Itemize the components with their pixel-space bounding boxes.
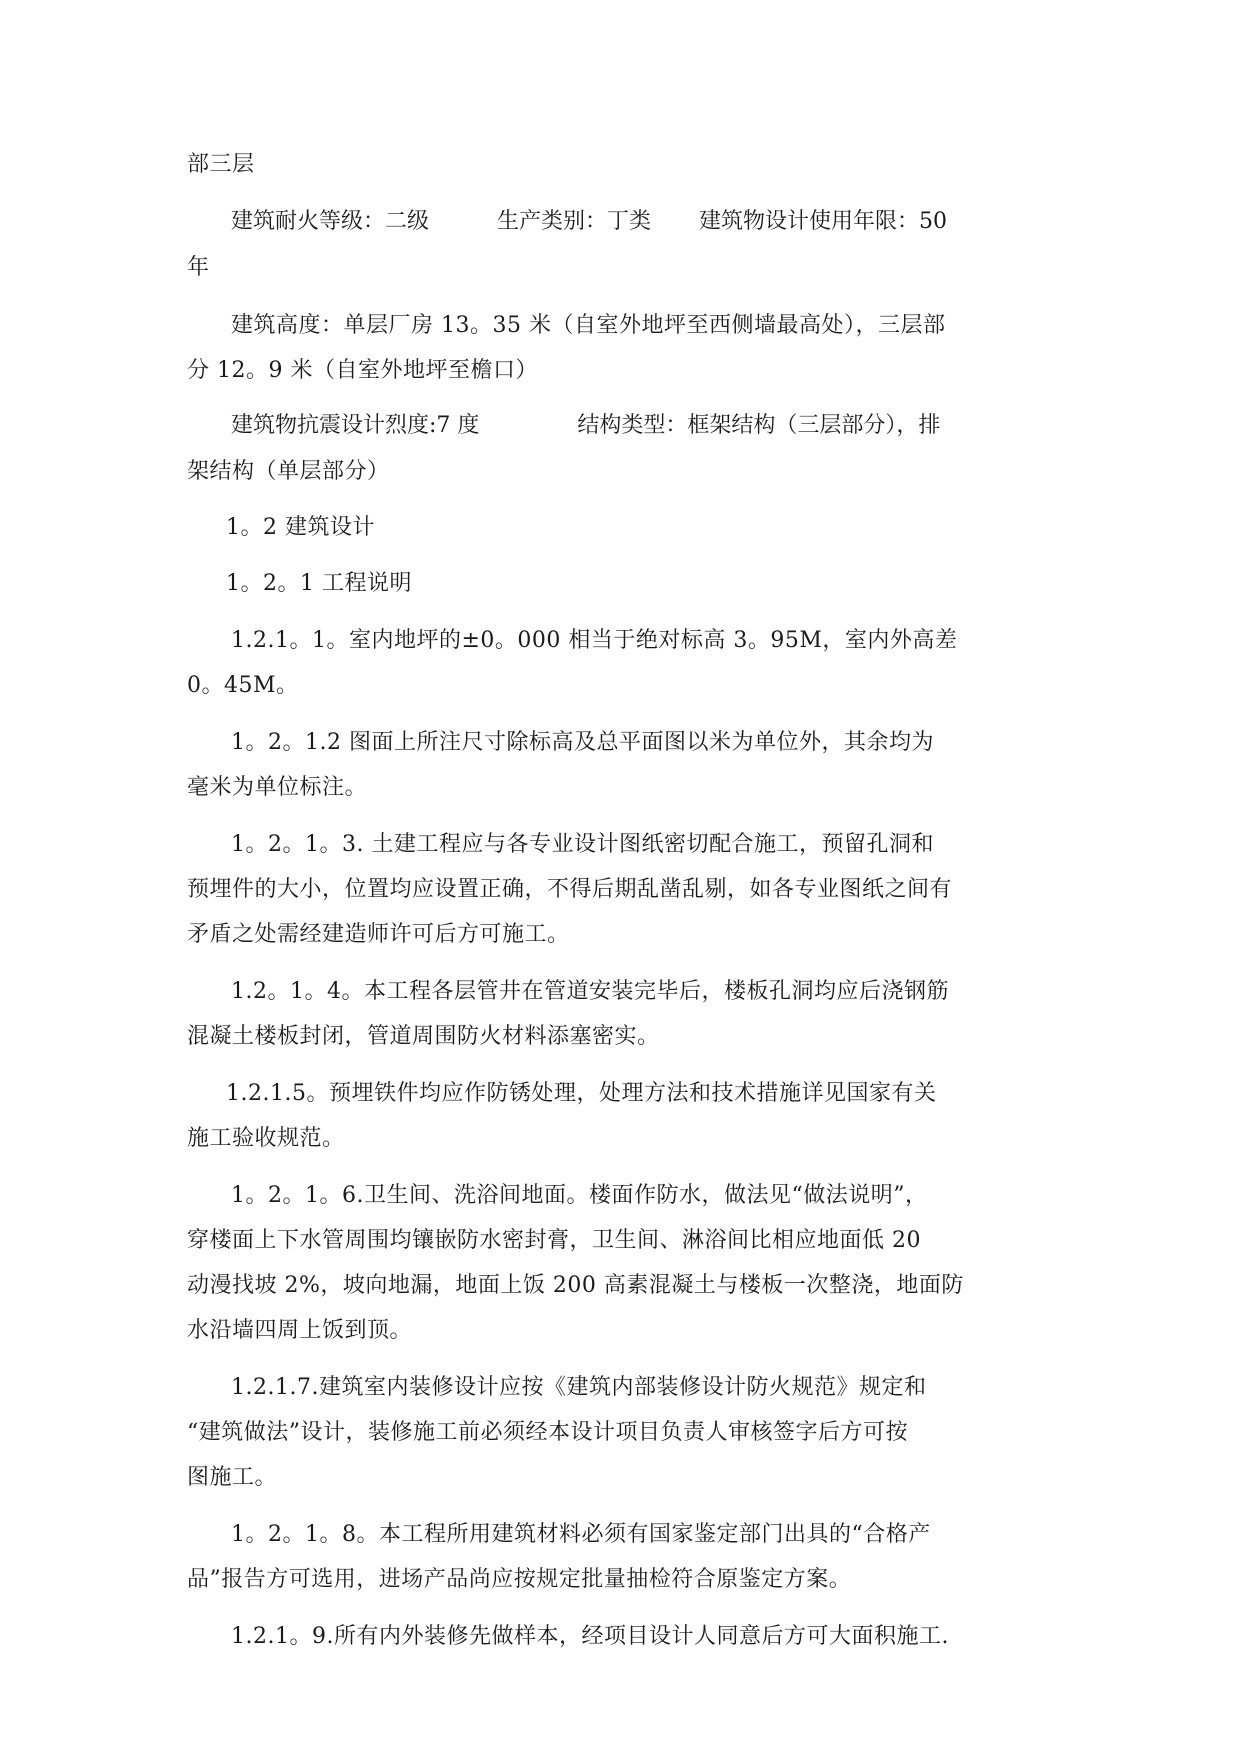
text-line-16: 矛盾之处需经建造师许可后方可施工。 (187, 922, 570, 947)
text-line-19: 1.2.1.5。预埋铁件均应作防锈处理，处理方法和技术措施详见国家有关 (226, 1081, 937, 1106)
text-line-20: 施工验收规范。 (187, 1126, 345, 1151)
text-line-23: 动漫找坡 2%，坡向地漏，地面上饭 200 高素混凝土与楼板一次整浇，地面防 (187, 1273, 964, 1298)
text-line-25: 1.2.1.7.建筑室内装修设计应按《建筑内部装修设计防火规范》规定和 (231, 1375, 927, 1400)
text-line-29: 品”报告方可选用，进场产品尚应按规定批量抽检符合原鉴定方案。 (187, 1567, 852, 1592)
text-line-13: 毫米为单位标注。 (187, 775, 368, 800)
building-specs-row (231, 208, 1047, 236)
subsection-heading: 1。2。1 工程说明 (226, 571, 412, 596)
text-line-14: 1。2。1。3. 土建工程应与各专业设计图纸密切配合施工，预留孔洞和 (231, 832, 934, 857)
text-line-30: 1.2.1。9.所有内外装修先做样本，经项目设计人同意后方可大面积施工. (231, 1624, 949, 1649)
structure-type: 结构类型：框架结构（三层部分），排 (577, 413, 941, 438)
design-life: 建筑物设计使用年限：50 (699, 209, 948, 234)
text-line-22: 穿楼面上下水管周围均镶嵌防水密封膏，卫生间、淋浴间比相应地面低 20 (187, 1228, 921, 1253)
text-line-21: 1。2。1。6.卫生间、洗浴间地面。楼面作防水，做法见“做法说明”， (231, 1183, 928, 1208)
text-line-27: 图施工。 (187, 1465, 278, 1490)
text-line-28: 1。2。1。8。本工程所用建筑材料必须有国家鉴定部门出具的“合格产 (231, 1522, 931, 1547)
text-line-24: 水沿墙四周上饭到顶。 (187, 1318, 413, 1343)
text-line-26: “建筑做法”设计，装修施工前必须经本设计项目负责人审核签字后方可按 (187, 1420, 908, 1445)
text-line-5: 分 12。9 米（自室外地坪至檐口） (187, 358, 538, 383)
text-line-18: 混凝土楼板封闭，管道周围防火材料添塞密实。 (187, 1024, 660, 1049)
text-line-4: 建筑高度：单层厂房 13。35 米（自室外地坪至西侧墙最高处），三层部 (231, 313, 946, 338)
text-line-12: 1。2。1.2 图面上所注尺寸除标高及总平面图以米为单位外，其余均为 (231, 730, 934, 755)
text-line-11: 0。45M。 (187, 673, 299, 698)
text-line-10: 1.2.1。1。室内地坪的±0。000 相当于绝对标高 3。95M，室内外高差 (231, 628, 958, 653)
text-line-17: 1.2。1。4。本工程各层管井在管道安装完毕后，楼板孔洞均应后浇钢筋 (231, 979, 949, 1004)
text-line-7: 架结构（单层部分） (187, 459, 390, 484)
text-line-1: 部三层 (187, 152, 255, 177)
seismic-structure-row (231, 412, 1047, 440)
fire-rating: 建筑耐火等级：二级 (231, 209, 430, 234)
section-heading: 1。2 建筑设计 (226, 515, 375, 540)
text-line-15: 预埋件的大小，位置均应设置正确，不得后期乱凿乱剔，如各专业图纸之间有 (187, 877, 953, 902)
text-line-3: 年 (187, 255, 210, 280)
production-category: 生产类别：丁类 (497, 209, 652, 234)
seismic-intensity: 建筑物抗震设计烈度:7 度 (231, 413, 480, 438)
